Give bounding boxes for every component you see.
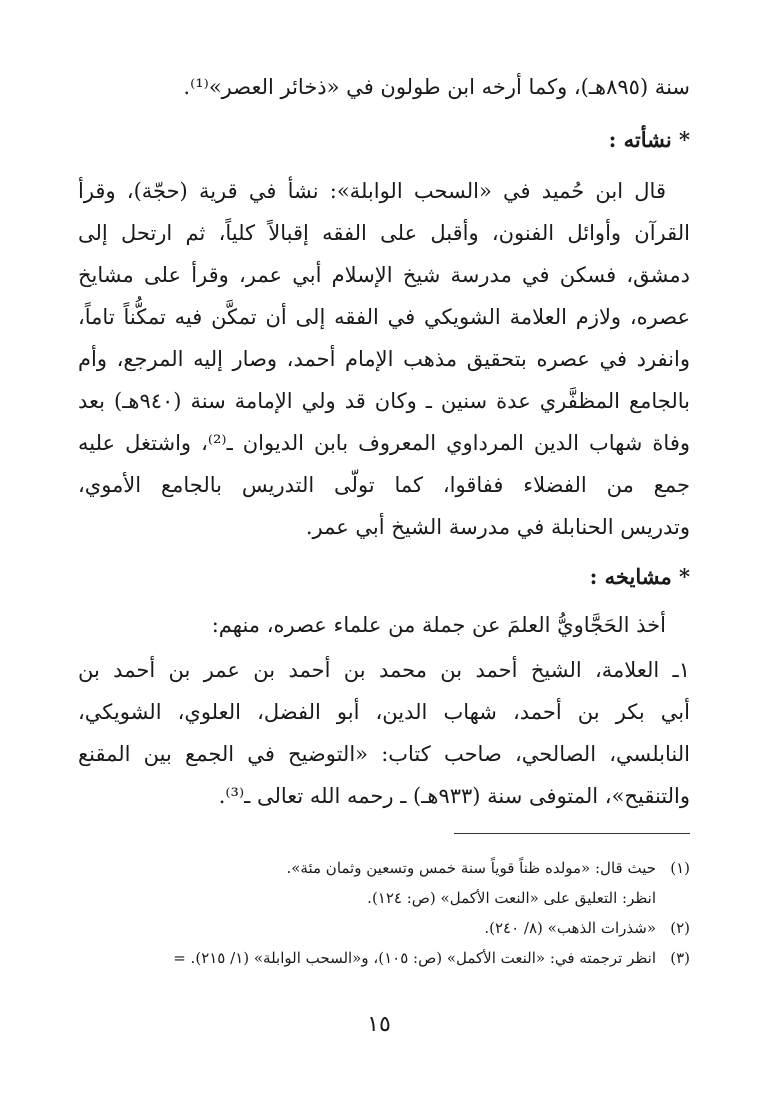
footnote-number: (٣) — [670, 949, 690, 967]
text-line: بالجامع المظفَّري عدة سنين ـ وكان قد ولي الإمامة سنة (٩٤٠هـ) بعد — [78, 389, 691, 413]
footnote-text: انظر ترجمته في: «النعت الأكمل» (ص: ١٠٥)، و«السحب الوابلة» (١/ ٢١٥). = — [173, 949, 656, 967]
footnote-number: (١) — [670, 859, 690, 877]
text-line: وفاة شهاب الدين المرداوي المعروف بابن الديوان ـ⁽²⁾، واشتغل عليه — [78, 431, 690, 455]
text-line: قال ابن حُميد في «السحب الوابلة»: نشأ في قرية (حجّة)، وقرأ — [78, 179, 666, 203]
section-heading-upbringing: * نشأته : — [608, 127, 690, 152]
footnote-1 — [78, 856, 690, 880]
footnote-3 — [78, 946, 690, 970]
footnote-separator — [454, 833, 690, 834]
footnote-text: انظر: التعليق على «النعت الأكمل» (ص: ١٢٤). — [367, 889, 656, 907]
text-line: النابلسي، الصالحي، صاحب كتاب: «التوضيح في الجمع بين المقنع — [78, 742, 690, 766]
text-line: أخذ الحَجَّاويُّ العلمَ عن جملة من علماء عصره، منهم: — [211, 613, 666, 637]
text-line: دمشق، فسكن في مدرسة شيخ الإسلام أبي عمر، وقرأ على مشايخ — [78, 263, 690, 287]
footnote-text: «شذرات الذهب» (٨/ ٢٤٠). — [484, 919, 656, 937]
text-line: سنة (٨٩٥هـ)، وكما أرخه ابن طولون في «ذخائر العصر»⁽¹⁾. — [183, 75, 690, 99]
footnote-number: (٢) — [670, 919, 690, 937]
text-line: ١ـ العلامة، الشيخ أحمد بن محمد بن أحمد بن عمر بن أحمد بن — [78, 658, 690, 682]
text-line: جمع من الفضلاء ففاقوا، كما تولّى التدريس بالجامع الأموي، — [78, 473, 690, 497]
text-line: عصره، ولازم العلامة الشويكي في الفقه إلى أن تمكَّن فيه تمكُّناً تاماً، — [78, 305, 690, 329]
text-line: وانفرد في عصره بتحقيق مذهب الإمام أحمد، وصار إليه المرجع، وأم — [78, 347, 690, 371]
footnote-1-continued — [44, 886, 690, 910]
text-line: وتدريس الحنابلة في مدرسة الشيخ أبي عمر. — [305, 515, 690, 539]
page-number: ١٥ — [367, 1012, 391, 1037]
footnote-2 — [78, 916, 690, 940]
text-line: والتنقيح»، المتوفى سنة (٩٣٣هـ) ـ رحمه الله تعالى ـ⁽³⁾. — [218, 784, 690, 808]
text-line: أبي بكر بن أحمد، شهاب الدين، أبو الفضل، العلوي، الشويكي، — [78, 700, 690, 724]
footnote-text: حيث قال: «مولده ظناً قوياً سنة خمس وتسعين وثمان مئة». — [286, 859, 656, 877]
text-line: القرآن وأوائل الفنون، وأقبل على الفقه إقبالاً كلياً، ثم ارتحل إلى — [78, 221, 690, 245]
section-heading-teachers: * مشايخه : — [589, 564, 690, 589]
